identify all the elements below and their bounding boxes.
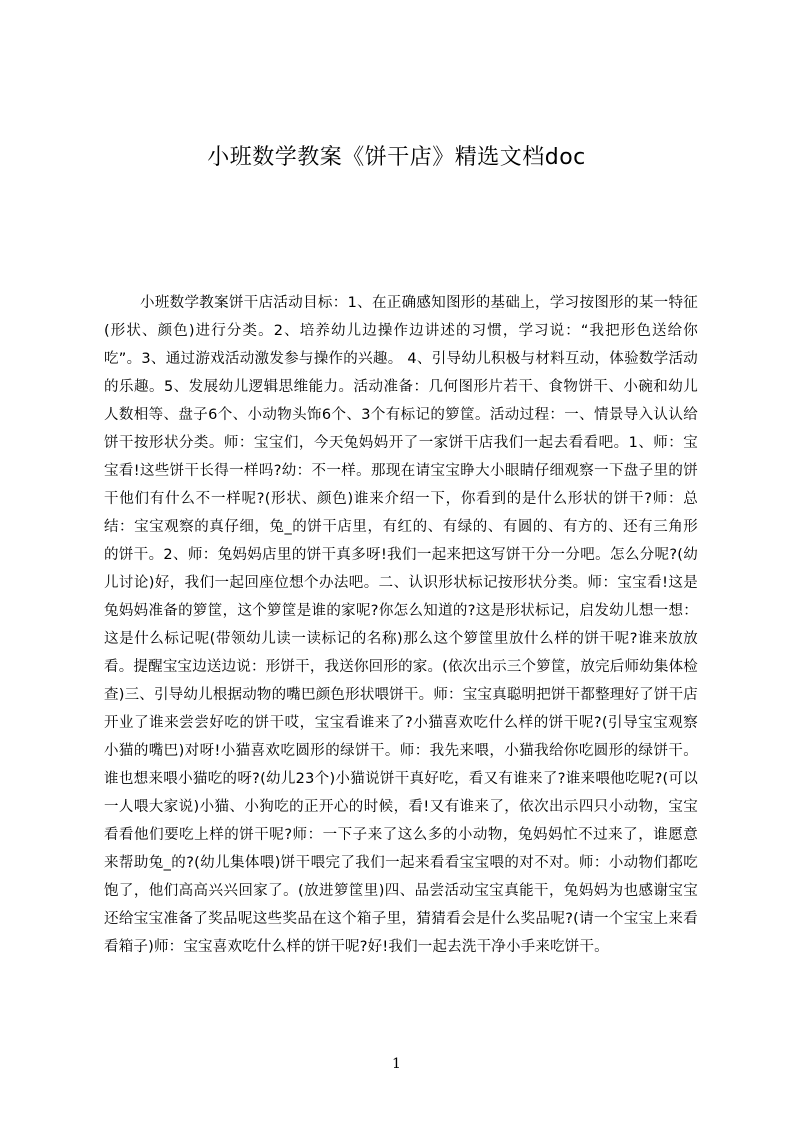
document-title: 小班数学教案《饼干店》精选文档doc: [207, 145, 586, 170]
body-paragraph: 小班数学教案饼干店活动目标：1、在正确感知图形的基础上，学习按图形的某一特征(形状、颜色)进行分类。2、培养幼儿边操作边讲述的习惯，学习说：“我把形色送给你吃”。3、通过游戏活动激发参与操作的兴趣。 4、引导幼儿积极与材料互动，体验数学活动的乐趣。5、发展幼儿逻辑思维能力。活动准备：几何图形片若干、食物饼干、小碗和幼儿人数相等、盘子6个、小动物头饰6个、3个有标记的箩筐。活动过程：一、情景导入认认给饼干按形状分类。师：宝宝们，今天兔妈妈开了一家饼干店我们一起去看看吧。1、师：宝宝看!这些饼干长得一样吗?幼：不一样。那现在请宝宝睁大小眼睛仔细观察一下盘子里的饼干他们有什么不一样呢?(形状、颜色)谁来介绍一下，你看到的是什么形状的饼干?师：总结：宝宝观察的真仔细，兔_的饼干店里，有红的、有绿的、有圆的、有方的、还有三角形的饼干。2、师：兔妈妈店里的饼干真多呀!我们一起来把这写饼干分一分吧。怎么分呢?(幼儿讨论)好，我们一起回座位想个办法吧。二、认识形状标记按形状分类。师：宝宝看!这是兔妈妈准备的箩筐，这个箩筐是谁的家呢?你怎么知道的?这是形状标记，启发幼儿想一想：这是什么标记呢(带领幼儿读一读标记的名称)那么这个箩筐里放什么样的饼干呢?谁来放放看。提醒宝宝边送边说：形饼干，我送你回形的家。(依次出示三个箩筐，放完后师幼集体检查)三、引导幼儿根据动物的嘴巴颜色形状喂饼干。师：宝宝真聪明把饼干都整理好了饼干店开业了谁来尝尝好吃的饼干哎，宝宝看谁来了?小猫喜欢吃什么样的饼干呢?(引导宝宝观察小猫的嘴巴)对呀!小猫喜欢吃圆形的绿饼干。师：我先来喂，小猫我给你吃圆形的绿饼干。谁也想来喂小猫吃的呀?(幼儿23个)小猫说饼干真好吃，看又有谁来了?谁来喂他吃呢?(可以一人喂大家说)小猫、小狗吃的正开心的时候，看!又有谁来了，依次出示四只小动物，宝宝看看他们要吃上样的饼干呢?师：一下子来了这么多的小动物，兔妈妈忙不过来了，谁愿意来帮助兔_的?(幼儿集体喂)饼干喂完了我们一起来看看宝宝喂的对不对。师：小动物们都吃饱了，他们高高兴兴回家了。(放进箩筐里)四、品尝活动宝宝真能干，兔妈妈为也感谢宝宝还给宝宝准备了奖品呢这些奖品在这个箱子里，猜猜看会是什么奖品呢?(请一个宝宝上来看看箱子)师：宝宝喜欢吃什么样的饼干呢?好!我们一起去洗干净小手来吃饼干。: [104, 295, 698, 955]
page-number: 1: [392, 1056, 401, 1072]
